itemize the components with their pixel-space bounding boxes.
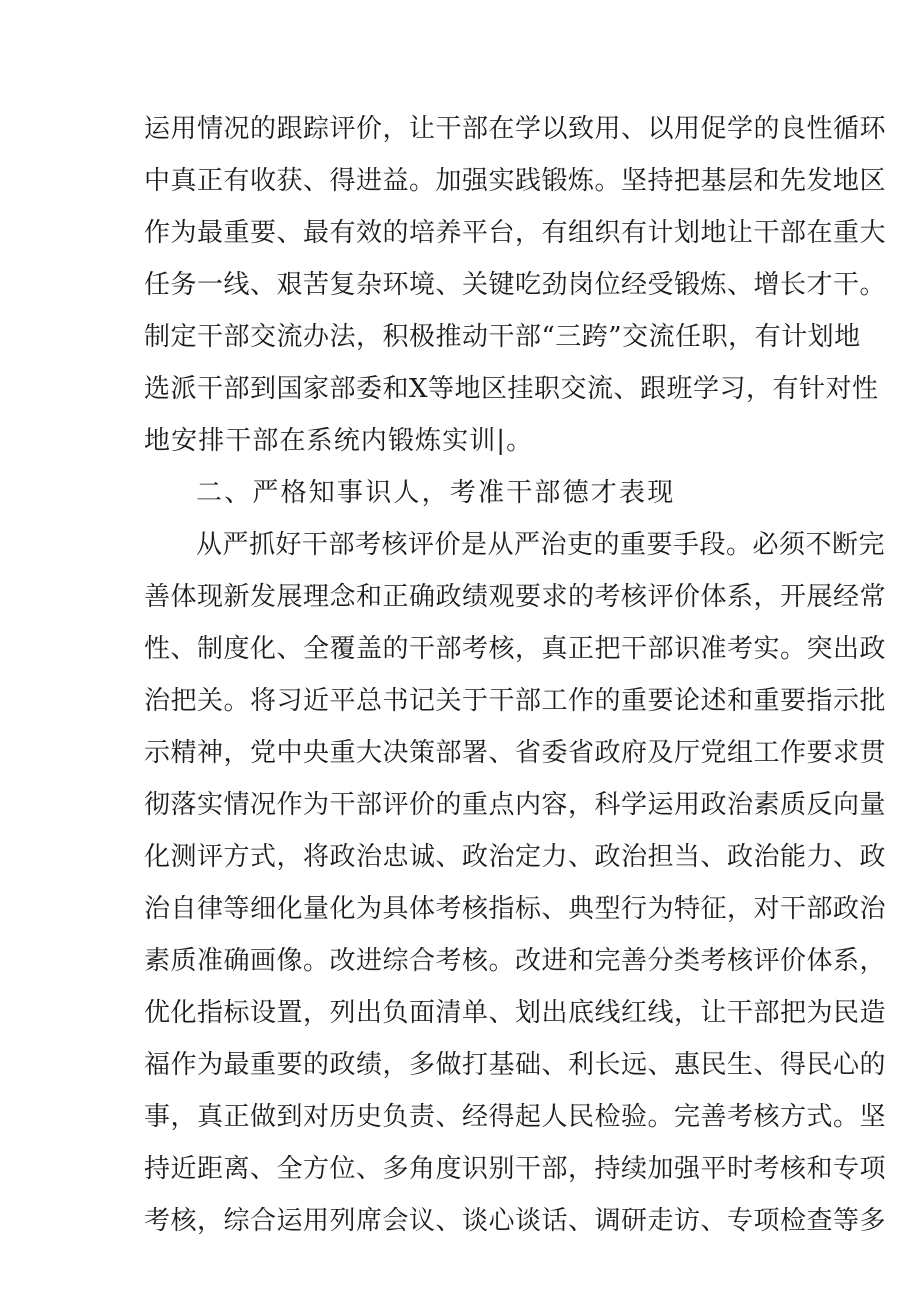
text-line: 素质准确画像。改进综合考核。改进和完善分类考核评价体系， bbox=[144, 946, 887, 976]
text-line: 福作为最重要的政绩，多做打基础、利长远、惠民生、得民心的 bbox=[144, 1050, 887, 1080]
text-line: 优化指标设置，列出负面清单、划出底线红线，让干部把为民造 bbox=[144, 998, 887, 1028]
text-line: 地安排干部在系统内锻炼实训|。 bbox=[144, 426, 534, 456]
text-line: 考核，综合运用列席会议、谈心谈话、调研走访、专项检查等多 bbox=[144, 1206, 887, 1236]
text-line: 作为最重要、最有效的培养平台，有组织有计划地让干部在重大 bbox=[144, 218, 887, 248]
text-line: 彻落实情况作为干部评价的重点内容，科学运用政治素质反向量 bbox=[144, 790, 887, 820]
text-line: 运用情况的跟踪评价，让干部在学以致用、以用促学的良性循环 bbox=[144, 114, 887, 144]
text-line: 事，真正做到对历史负责、经得起人民检验。完善考核方式。坚 bbox=[144, 1102, 887, 1132]
text-line: 任务一线、艰苦复杂环境、关键吃劲岗位经受锻炼、增长才干。 bbox=[144, 270, 887, 300]
text-line: 善体现新发展理念和正确政绩观要求的考核评价体系，开展经常 bbox=[144, 582, 887, 612]
text-line: 化测评方式，将政治忠诚、政治定力、政治担当、政治能力、政 bbox=[144, 842, 887, 872]
text-line: 治自律等细化量化为具体考核指标、典型行为特征，对干部政治 bbox=[144, 894, 887, 924]
text-line: 示精神，党中央重大决策部署、省委省政府及厅党组工作要求贯 bbox=[144, 738, 887, 768]
section-heading: 二、严格知事识人，考准干部德才表现 bbox=[196, 478, 676, 508]
text-line: 制定干部交流办法，积极推动干部“三跨”交流任职，有计划地 bbox=[144, 322, 861, 352]
text-line: 选派干部到国家部委和X等地区挂职交流、跟班学习，有针对性 bbox=[144, 374, 879, 404]
text-line: 治把关。将习近平总书记关于干部工作的重要论述和重要指示批 bbox=[144, 686, 887, 716]
text-line: 从严抓好干部考核评价是从严治吏的重要手段。必须不断完 bbox=[196, 530, 886, 560]
text-line: 性、制度化、全覆盖的干部考核，真正把干部识准考实。突出政 bbox=[144, 634, 887, 664]
text-line: 中真正有收获、得进益。加强实践锻炼。坚持把基层和先发地区 bbox=[144, 166, 887, 196]
text-line: 持近距离、全方位、多角度识别干部，持续加强平时考核和专项 bbox=[144, 1154, 887, 1184]
